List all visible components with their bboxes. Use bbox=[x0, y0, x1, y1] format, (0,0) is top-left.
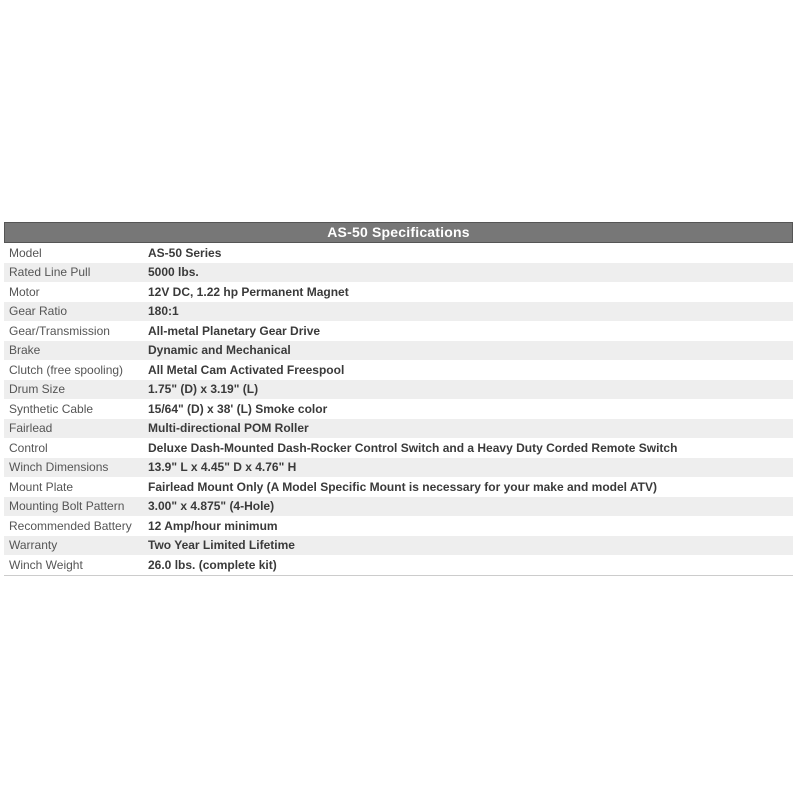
spec-label: Winch Weight bbox=[9, 557, 83, 572]
spec-label: Clutch (free spooling) bbox=[9, 362, 124, 377]
spec-value: 3.00" x 4.875" (4-Hole) bbox=[148, 499, 275, 514]
table-row bbox=[4, 555, 793, 575]
spec-value: All Metal Cam Activated Freespool bbox=[148, 362, 345, 377]
spec-label: Recommended Battery bbox=[9, 518, 132, 533]
spec-value: Deluxe Dash-Mounted Dash-Rocker Control Switch and a Heavy Duty Corded Remote Switch bbox=[148, 440, 678, 455]
table-row bbox=[4, 438, 793, 458]
table-row bbox=[4, 458, 793, 478]
table-row bbox=[4, 282, 793, 302]
table-row bbox=[4, 302, 793, 322]
spec-value: Fairlead Mount Only (A Model Specific Mount is necessary for your make and model ATV) bbox=[148, 479, 657, 494]
table-row bbox=[4, 380, 793, 400]
table-row bbox=[4, 399, 793, 419]
spec-value: All-metal Planetary Gear Drive bbox=[148, 323, 321, 338]
table-row bbox=[4, 477, 793, 497]
spec-value: 1.75" (D) x 3.19" (L) bbox=[148, 382, 259, 397]
table-row bbox=[4, 516, 793, 536]
spec-label: Rated Line Pull bbox=[9, 265, 91, 280]
spec-label: Fairlead bbox=[9, 421, 53, 436]
spec-table-title: AS-50 Specifications bbox=[4, 222, 793, 243]
spec-label: Warranty bbox=[9, 538, 58, 553]
spec-label: Model bbox=[9, 245, 42, 260]
spec-table bbox=[4, 222, 793, 576]
spec-value: 12 Amp/hour minimum bbox=[148, 518, 278, 533]
table-row bbox=[4, 497, 793, 517]
spec-label: Drum Size bbox=[9, 382, 66, 397]
table-row bbox=[4, 263, 793, 283]
spec-value: 180:1 bbox=[148, 304, 179, 319]
table-row bbox=[4, 243, 793, 263]
spec-label: Brake bbox=[9, 343, 41, 358]
spec-value: 26.0 lbs. (complete kit) bbox=[148, 557, 277, 572]
spec-label: Control bbox=[9, 440, 48, 455]
table-row bbox=[4, 419, 793, 439]
spec-value: 15/64" (D) x 38' (L) Smoke color bbox=[148, 401, 328, 416]
table-row bbox=[4, 360, 793, 380]
spec-value: 5000 lbs. bbox=[148, 265, 199, 280]
spec-value: AS-50 Series bbox=[148, 245, 222, 260]
spec-label: Mounting Bolt Pattern bbox=[9, 499, 125, 514]
spec-rows bbox=[4, 243, 793, 576]
spec-value: 13.9" L x 4.45" D x 4.76" H bbox=[148, 460, 297, 475]
spec-label: Winch Dimensions bbox=[9, 460, 109, 475]
spec-label: Mount Plate bbox=[9, 479, 74, 494]
table-row bbox=[4, 536, 793, 556]
table-row bbox=[4, 341, 793, 361]
spec-value: Two Year Limited Lifetime bbox=[148, 538, 295, 553]
spec-label: Synthetic Cable bbox=[9, 401, 94, 416]
spec-label: Gear/Transmission bbox=[9, 323, 110, 338]
spec-value: Dynamic and Mechanical bbox=[148, 343, 291, 358]
table-row bbox=[4, 321, 793, 341]
spec-label: Gear Ratio bbox=[9, 304, 68, 319]
spec-label: Motor bbox=[9, 284, 40, 299]
spec-value: Multi-directional POM Roller bbox=[148, 421, 309, 436]
spec-value: 12V DC, 1.22 hp Permanent Magnet bbox=[148, 284, 349, 299]
